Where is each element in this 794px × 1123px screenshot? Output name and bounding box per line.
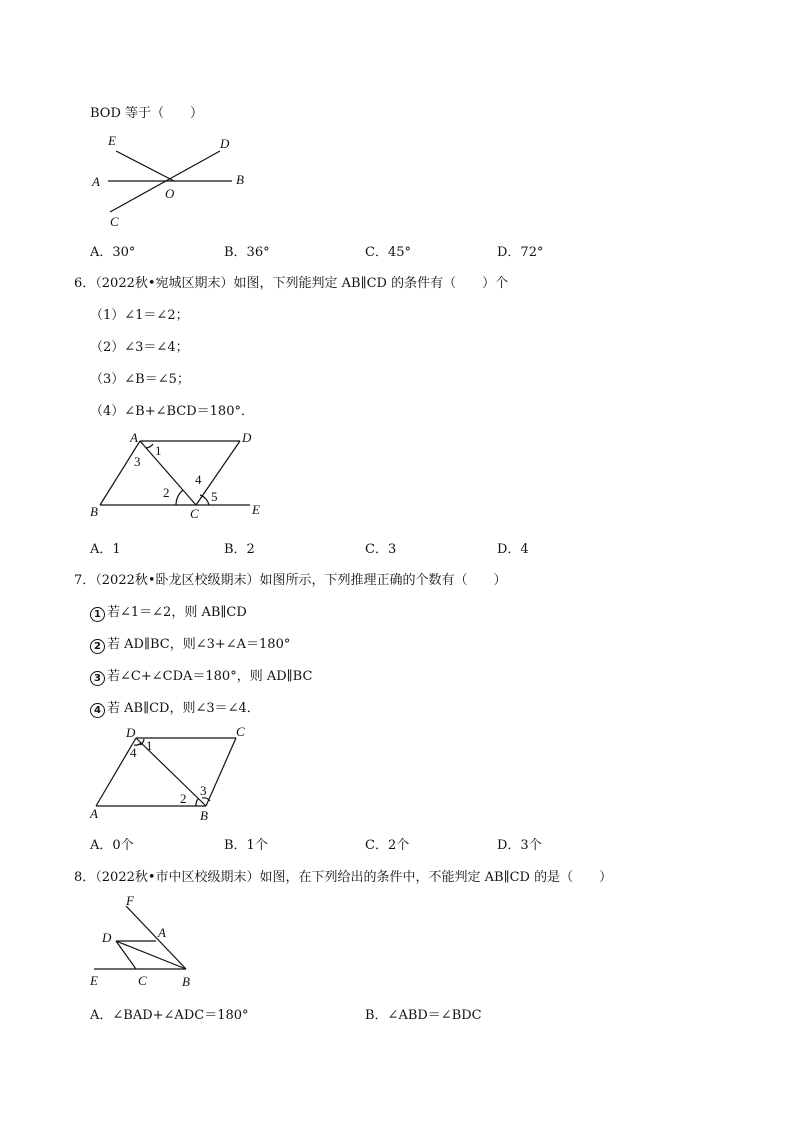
q7-label-C: C <box>236 724 245 739</box>
q7-angle-2: 2 <box>180 791 187 806</box>
q7-label-D: D <box>126 725 136 740</box>
q7-label-A: A <box>90 806 98 821</box>
q7-angle-3: 3 <box>200 783 207 798</box>
q6-condition-4: （4）∠B+∠BCD＝180°． <box>90 404 254 419</box>
q5-label-A: A <box>92 174 100 189</box>
q7-condition-1-text: 若∠1＝∠2，则 AB∥CD <box>107 605 247 620</box>
q7-condition-2-number: 2 <box>90 639 105 654</box>
q6-angle-4: 4 <box>195 472 202 487</box>
q5-label-C: C <box>110 214 119 229</box>
q7-condition-1-number: 1 <box>90 607 105 622</box>
q7-condition-3-text: 若∠C+∠CDA＝180°，则 AD∥BC <box>107 669 313 684</box>
q7-condition-3-number: 3 <box>90 671 105 686</box>
q7-option-b[interactable]: B．1个 <box>224 838 268 853</box>
q5-option-d[interactable]: D．72° <box>497 245 544 260</box>
q6-condition-1: （1）∠1＝∠2； <box>90 308 189 323</box>
q6-condition-2: （2）∠3＝∠4； <box>90 340 189 355</box>
q8-label-C: C <box>138 973 147 988</box>
q7-label-B: B <box>200 808 208 823</box>
q8-label-B: B <box>182 974 190 989</box>
q6-angle-3: 3 <box>134 454 141 469</box>
q5-label-B: B <box>236 172 244 187</box>
q5-label-E: E <box>108 133 116 148</box>
q8-label-F: F <box>126 893 134 908</box>
q5-option-c[interactable]: C．45° <box>365 245 411 260</box>
q8-option-b[interactable]: B．∠ABD＝∠BDC <box>365 1008 482 1023</box>
q6-label-D: D <box>242 430 252 445</box>
q5-label-D: D <box>220 136 230 151</box>
q6-option-a[interactable]: A．1 <box>90 542 121 557</box>
q6-label-B: B <box>90 504 98 519</box>
q8-label-A: A <box>158 925 166 940</box>
q7-angle-1: 1 <box>146 738 153 753</box>
q5-stem-tail: BOD 等于（ ） <box>90 106 204 121</box>
q6-label-C: C <box>190 506 199 521</box>
q6-option-c[interactable]: C．3 <box>365 542 397 557</box>
q5-label-O: O <box>165 186 175 201</box>
q7-option-d[interactable]: D．3个 <box>497 838 542 853</box>
q6-angle-2: 2 <box>163 485 170 500</box>
q8-stem: 8．（2022秋•市中区校级期末）如图，在下列给出的条件中，不能判定 AB∥CD 的是（ ） <box>74 870 613 885</box>
q7-option-a[interactable]: A．0个 <box>90 838 134 853</box>
q6-angle-1: 1 <box>155 443 162 458</box>
q8-label-D: D <box>102 930 112 945</box>
q6-label-E: E <box>252 502 260 517</box>
q7-condition-2-text: 若 AD∥BC，则∠3+∠A＝180° <box>107 637 291 652</box>
q6-stem: 6．（2022秋•宛城区期末）如图，下列能判定 AB∥CD 的条件有（ ）个 <box>74 276 509 291</box>
q5-option-a[interactable]: A．30° <box>90 245 136 260</box>
q7-stem: 7．（2022秋•卧龙区校级期末）如图所示，下列推理正确的个数有（ ） <box>74 573 507 588</box>
q6-condition-3: （3）∠B＝∠5； <box>90 372 190 387</box>
q7-option-c[interactable]: C．2个 <box>365 838 410 853</box>
q6-label-A: A <box>130 430 138 445</box>
q5-option-b[interactable]: B．36° <box>224 245 270 260</box>
q7-angle-4: 4 <box>130 745 137 760</box>
q6-option-d[interactable]: D．4 <box>497 542 529 557</box>
q6-angle-5: 5 <box>211 489 218 504</box>
q7-condition-4-number: 4 <box>90 703 105 718</box>
q8-option-a[interactable]: A．∠BAD+∠ADC＝180° <box>90 1008 249 1023</box>
q6-option-b[interactable]: B．2 <box>224 542 255 557</box>
q8-label-E: E <box>90 973 98 988</box>
q7-condition-4-text: 若 AB∥CD，则∠3＝∠4． <box>107 701 260 716</box>
